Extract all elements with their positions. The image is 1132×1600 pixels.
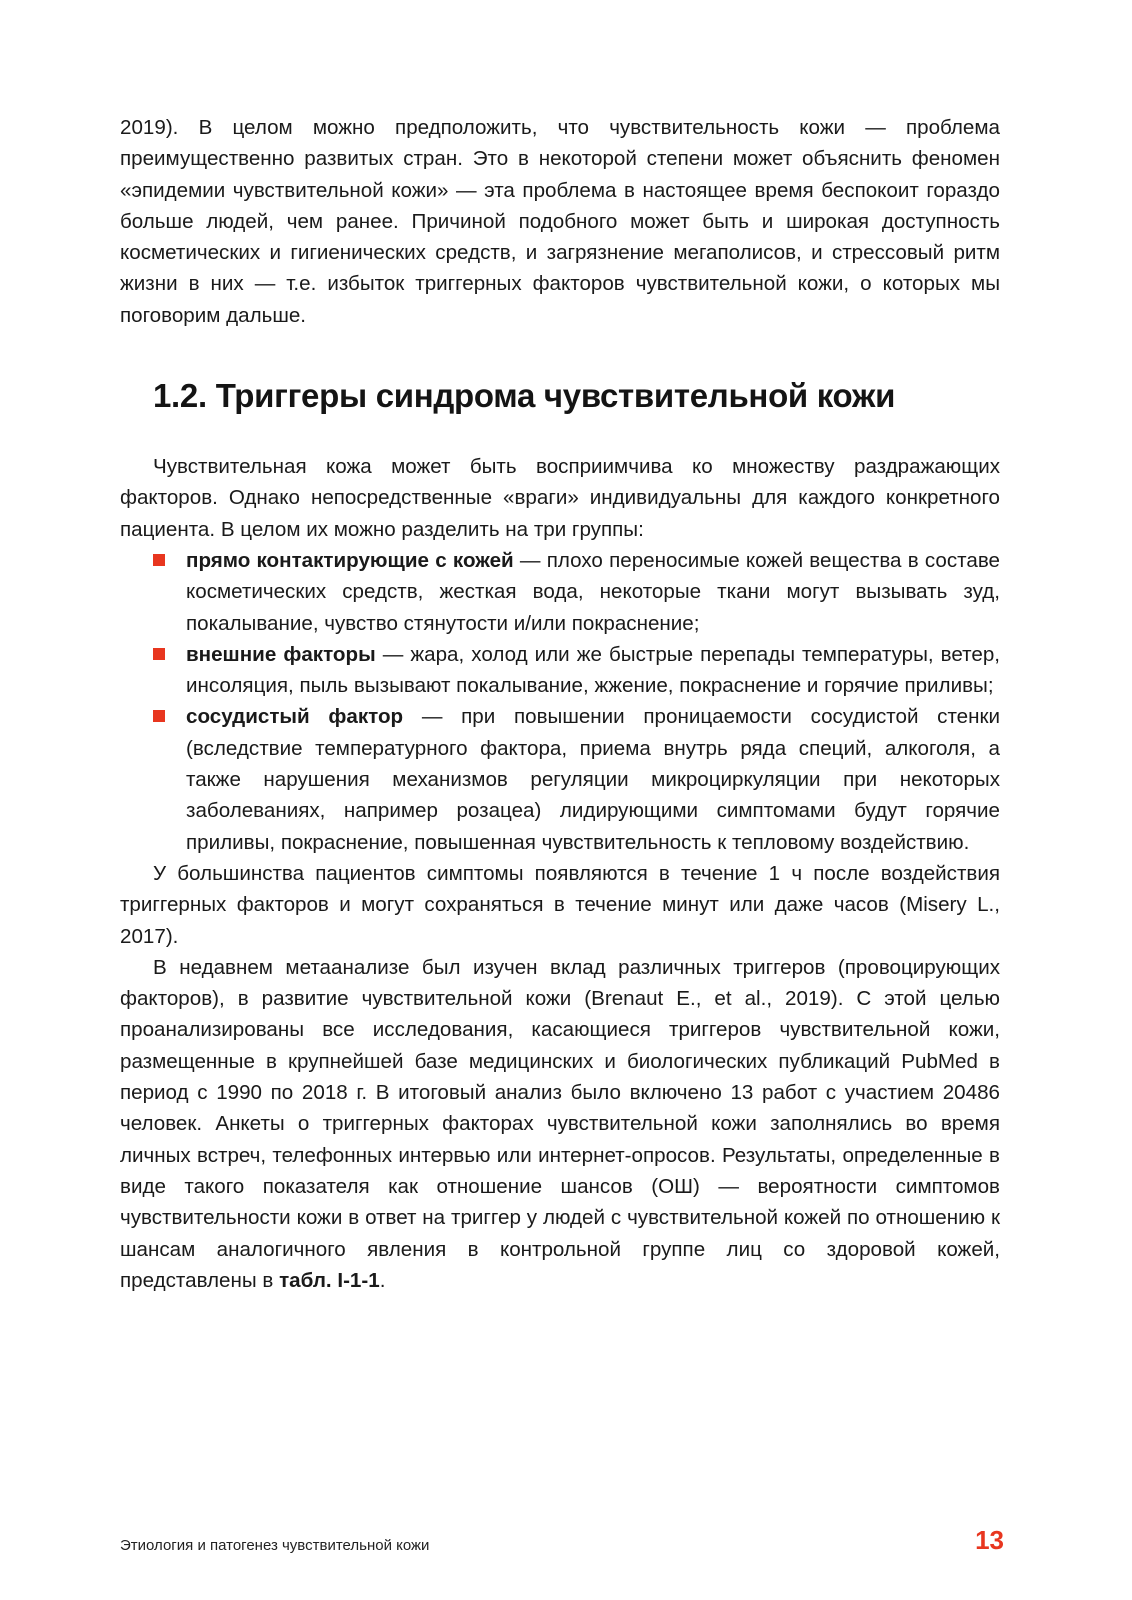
red-square-bullet-icon xyxy=(153,710,165,722)
red-square-bullet-icon xyxy=(153,648,165,660)
running-footer-chapter: Этиология и патогенез чувствительной кожи xyxy=(120,1537,430,1554)
trigger-item-vascular xyxy=(186,701,1000,857)
meta-analysis-end: . xyxy=(379,1268,386,1292)
meta-analysis-text: В недавнем метаанализе был изучен вклад различных триггеров (провоцирующих факторов), в развитие чувствительной кожи (Brenaut E., et al., 2019). С этой целью проанализированы все исследования, касающиеся триггеров чувствительной кожи, размещенные в крупнейшей базе медицинских и биологических публикаций PubMed в период с 1990 по 2018 г. В итоговый анализ было включено 13 работ с участием 20486 человек. Анкеты о триггерных факторах чувствительной кожи заполнялись во время личных встреч, телефонных интервью или интернет-опросов. Результаты, определенные в виде такого показателя как отношение шансов (ОШ) — вероятности симптомов чувствительности кожи в ответ на триггер у людей с чувствительной кожей по отношению к шансам аналогичного явления в контрольной группе лиц со здоровой кожей, представлены в xyxy=(120,955,1000,1292)
trigger-list xyxy=(120,545,1000,858)
trigger-term: внешние факторы xyxy=(186,642,376,666)
paragraph-triggers-intro: Чувствительная кожа может быть восприимчива ко множеству раздражающих факторов. Однако непосредственные «враги» индивидуальны для каждого конкретного пациента. В целом их можно разделить на три группы: xyxy=(120,455,1000,541)
trigger-item-contact xyxy=(186,545,1000,639)
trigger-item-external xyxy=(186,639,1000,702)
trigger-term: сосудистый фактор xyxy=(186,705,404,729)
paragraph-symptom-onset: У большинства пациентов симптомы появляются в течение 1 ч после воздействия триггерных факторов и могут сохраняться в течение минут или даже часов (Misery L., 2017). xyxy=(120,861,1000,948)
trigger-description: — при повышении проницаемости сосудистой стенки (вследствие температурного фактора, приема внутрь ряда специй, алкоголя, а также нарушения механизмов регуляции микроциркуляции при некоторых заболеваниях, например розацеа) лидирующими симптомами будут горячие приливы, покраснение, повышенная чувствительность к тепловому воздействию. xyxy=(186,705,1000,854)
page-number: 13 xyxy=(975,1525,1004,1555)
paragraph-meta-analysis xyxy=(120,952,1000,1296)
trigger-term: прямо контактирующие с кожей xyxy=(186,548,514,572)
intro-paragraph: 2019). В целом можно предположить, что чувствительность кожи — проблема преимущественно развитых стран. Это в некоторой степени может объяснить феномен «эпидемии чувствительной кожи» — эта проблема в настоящее время беспокоит гораздо больше людей, чем ранее. Причиной подобного может быть и широкая доступность косметических и гигиенических средств, и загрязнение мегаполисов, и стрессовый ритм жизни в них — т.е. избыток триггерных факторов чувствительной кожи, о которых мы поговорим дальше. xyxy=(120,116,1000,327)
table-reference: табл. I-1-1 xyxy=(279,1268,380,1292)
section-title: 1.2. Триггеры синдрома чувствительной кожи xyxy=(153,377,896,415)
page-body xyxy=(120,112,1000,1296)
red-square-bullet-icon xyxy=(153,554,165,566)
page-footer xyxy=(120,1524,1004,1554)
trigger-description: — плохо переносимые кожей вещества в составе косметических средств, жесткая вода, некоторые ткани могут вызывать зуд, покалывание, чувство стянутости и/или покраснение; xyxy=(186,548,1000,635)
trigger-description: — жара, холод или же быстрые перепады температуры, ветер, инсоляция, пыль вызывают покалывание, жжение, покраснение и горячие приливы; xyxy=(186,642,1000,698)
